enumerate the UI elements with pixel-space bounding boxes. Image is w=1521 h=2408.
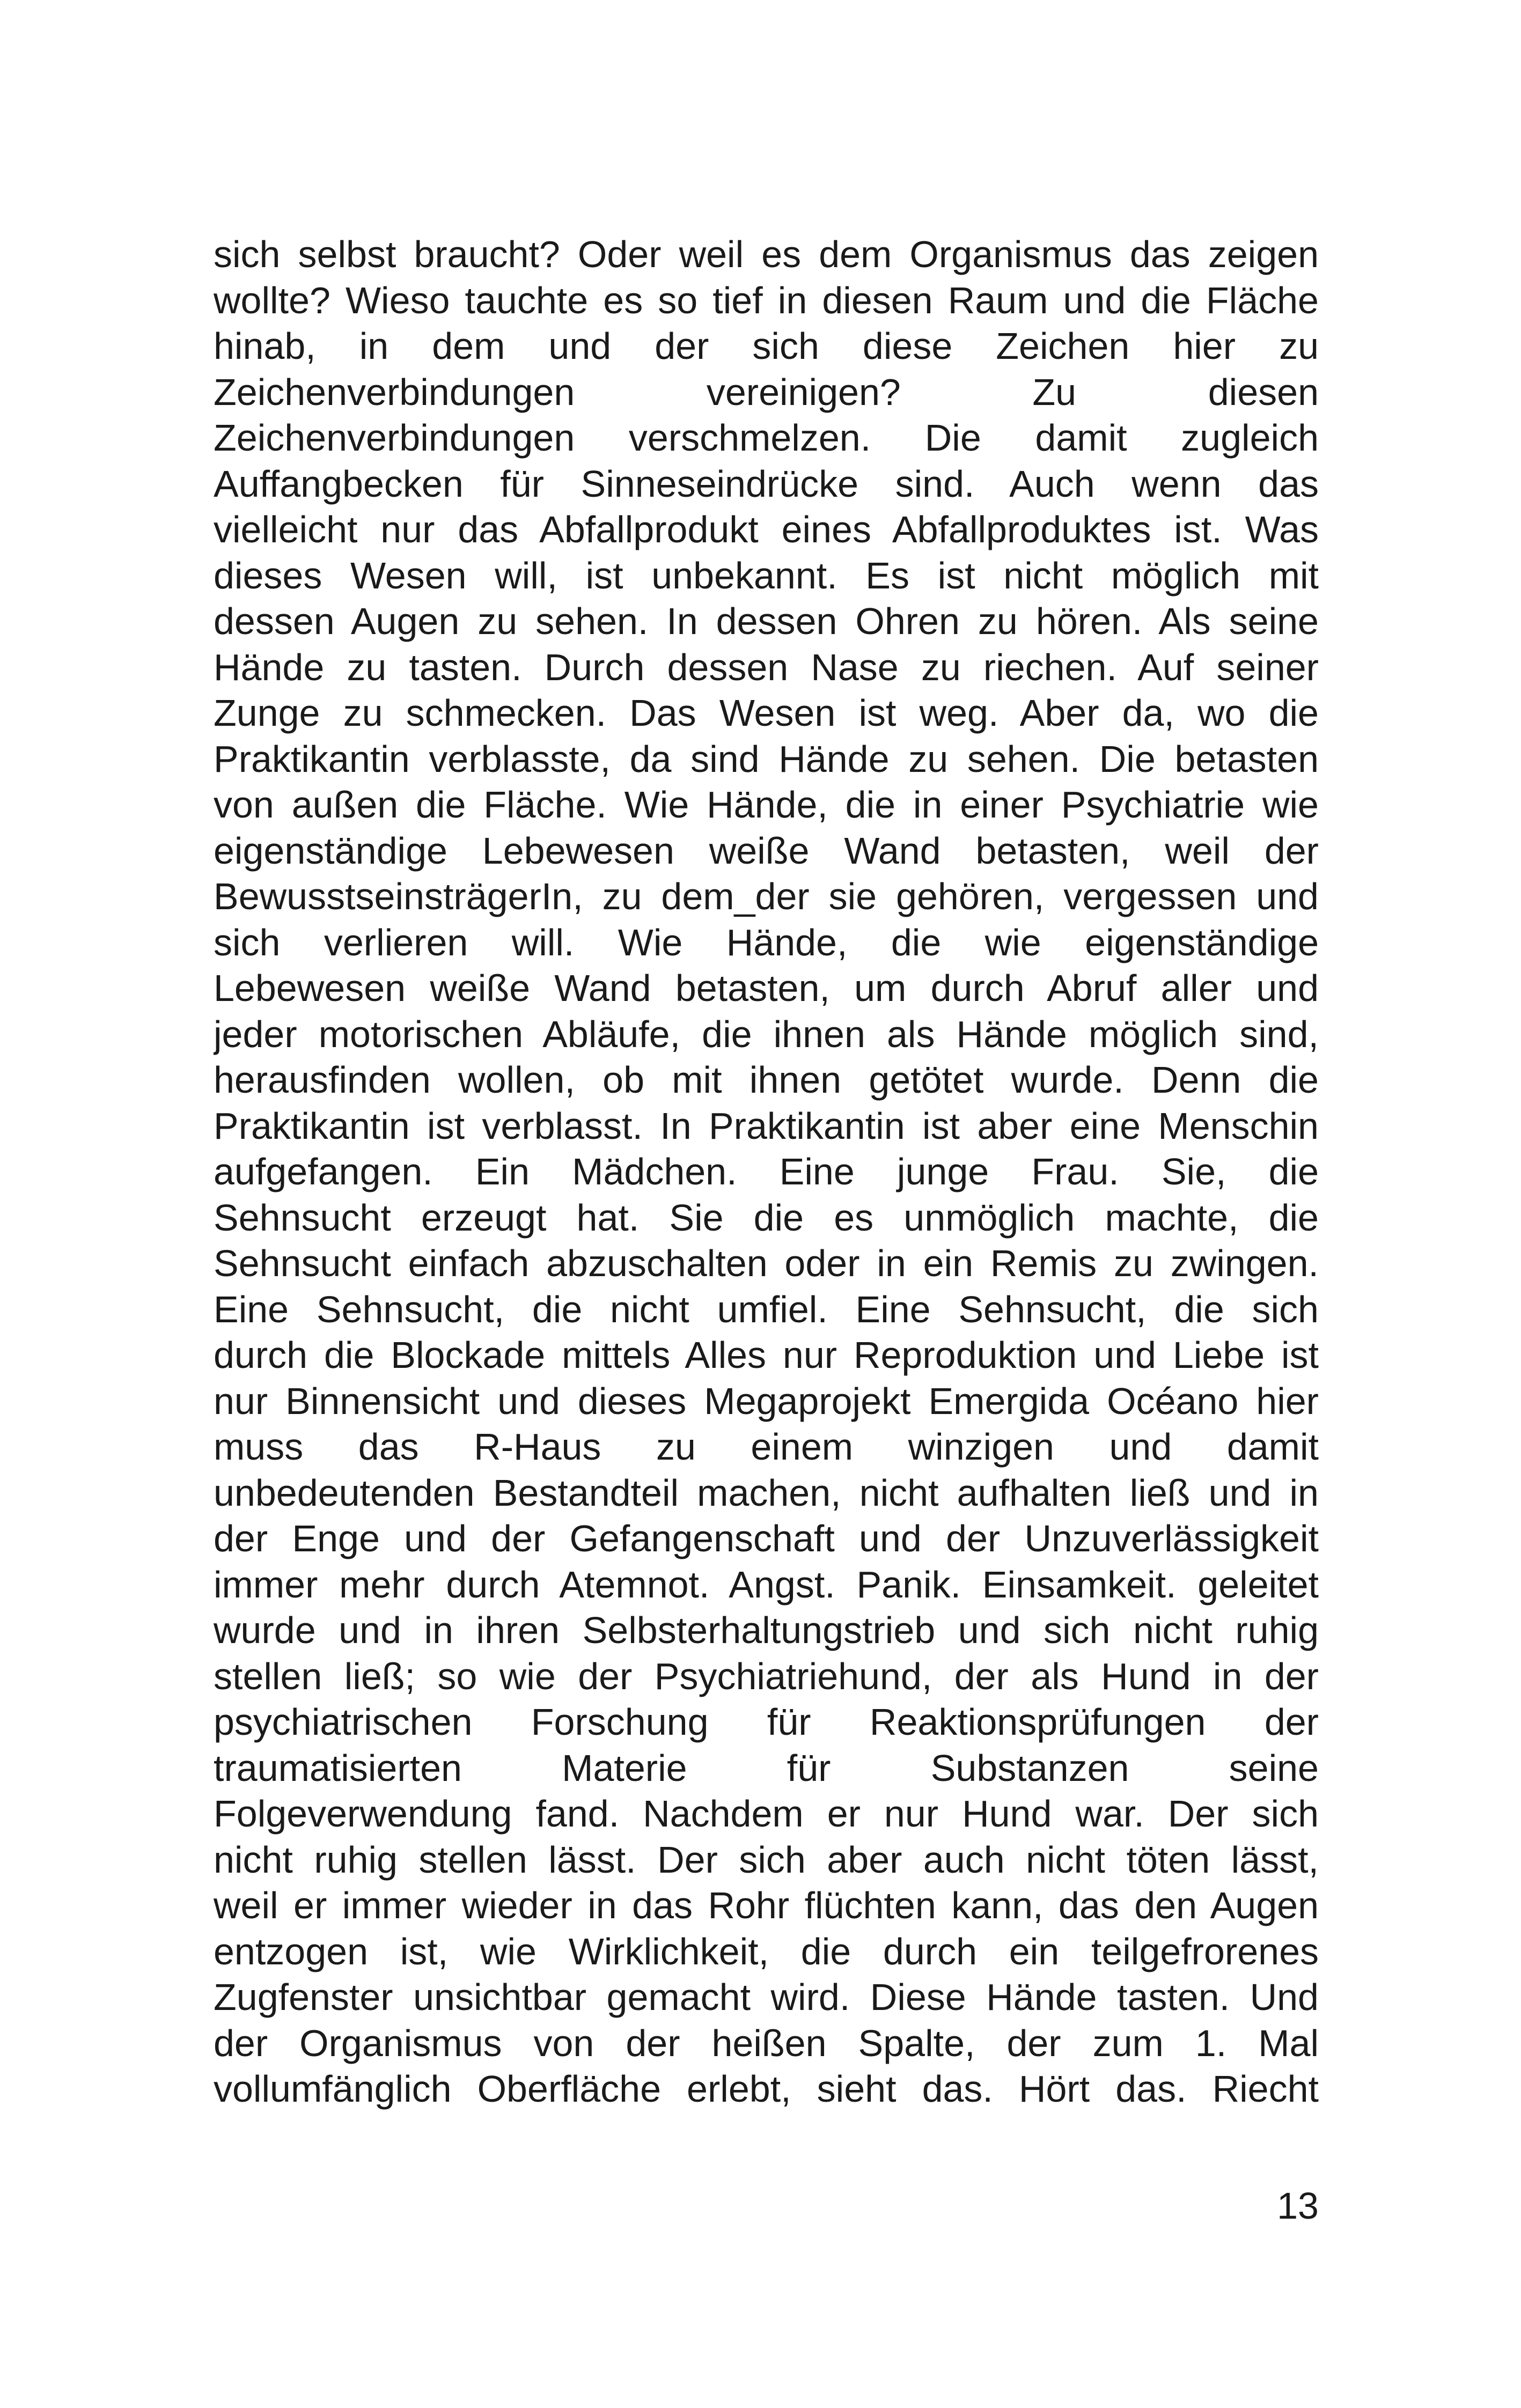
text-line: Sehnsucht einfach abzuschalten oder in ein Remis zu zwingen. [214, 1242, 1319, 1284]
text-line: traumatisierten Materie für Substanzen seine [214, 1747, 1319, 1789]
text-line: Zeichenverbindungen vereinigen? Zu diesen [214, 371, 1319, 413]
text-line: psychiatrischen Forschung für Reaktionsprüfungen der [214, 1701, 1319, 1743]
text-line: Auffangbecken für Sinneseindrücke sind. Auch wenn das [214, 462, 1319, 505]
text-line: durch die Blockade mittels Alles nur Reproduktion und Liebe ist [214, 1334, 1319, 1376]
text-line: nur Binnensicht und dieses Megaprojekt Emergida Océano hier [214, 1380, 1319, 1422]
text-line: sich selbst braucht? Oder weil es dem Organismus das zeigen [214, 233, 1319, 275]
text-line: dieses Wesen will, ist unbekannt. Es ist nicht möglich mit [214, 554, 1319, 597]
text-line: der Enge und der Gefangenschaft und der Unzuverlässigkeit [214, 1518, 1319, 1559]
body-text [214, 232, 1319, 2112]
text-line: nicht ruhig stellen lässt. Der sich aber auch nicht töten lässt, [214, 1838, 1319, 1881]
text-line: von außen die Fläche. Wie Hände, die in einer Psychiatrie wie [214, 784, 1319, 826]
text-line: aufgefangen. Ein Mädchen. Eine junge Frau. Sie, die [214, 1151, 1319, 1192]
text-line: vielleicht nur das Abfallprodukt eines Abfallproduktes ist. Was [214, 509, 1319, 550]
text-line: stellen ließ; so wie der Psychiatriehund, der als Hund in der [214, 1655, 1319, 1697]
text-line: sich verlieren will. Wie Hände, die wie eigenständige [214, 921, 1319, 963]
text-line: Zeichenverbindungen verschmelzen. Die damit zugleich [214, 417, 1319, 459]
page-number: 13 [1277, 2185, 1319, 2227]
text-line: wurde und in ihren Selbsterhaltungstrieb und sich nicht ruhig [214, 1609, 1319, 1651]
text-line: der Organismus von der heißen Spalte, der zum 1. Mal [214, 2022, 1319, 2064]
text-line: jeder motorischen Abläufe, die ihnen als Hände möglich sind, [214, 1013, 1319, 1055]
text-line: BewusstseinsträgerIn, zu dem_der sie gehören, vergessen und [214, 875, 1319, 917]
text-line: weil er immer wieder in das Rohr flüchten kann, das den Augen [214, 1884, 1319, 1926]
text-line: eigenständige Lebewesen weiße Wand betasten, weil der [214, 829, 1319, 872]
text-line: Praktikantin ist verblasst. In Praktikantin ist aber eine Menschin [214, 1104, 1319, 1147]
text-line: vollumfänglich Oberfläche erlebt, sieht das. Hört das. Riecht [214, 2068, 1319, 2110]
text-line: Lebewesen weiße Wand betasten, um durch Abruf aller und [214, 967, 1319, 1009]
text-line: herausfinden wollen, ob mit ihnen getötet wurde. Denn die [214, 1059, 1319, 1101]
text-line: immer mehr durch Atemnot. Angst. Panik. Einsamkeit. geleitet [214, 1563, 1319, 1606]
text-line: Hände zu tasten. Durch dessen Nase zu riechen. Auf seiner [214, 646, 1319, 688]
text-line: Praktikantin verblasste, da sind Hände zu sehen. Die betasten [214, 738, 1319, 780]
text-line: Eine Sehnsucht, die nicht umfiel. Eine Sehnsucht, die sich [214, 1288, 1319, 1330]
text-line: Folgeverwendung fand. Nachdem er nur Hund war. Der sich [214, 1793, 1319, 1835]
text-line: dessen Augen zu sehen. In dessen Ohren zu hören. Als seine [214, 600, 1319, 642]
text-line: Zunge zu schmecken. Das Wesen ist weg. Aber da, wo die [214, 692, 1319, 734]
text-line: muss das R-Haus zu einem winzigen und damit [214, 1426, 1319, 1468]
text-line: Sehnsucht erzeugt hat. Sie die es unmöglich machte, die [214, 1196, 1319, 1239]
text-line: entzogen ist, wie Wirklichkeit, die durch ein teilgefrorenes [214, 1930, 1319, 1972]
text-line: unbedeutenden Bestandteil machen, nicht aufhalten ließ und in [214, 1471, 1319, 1514]
text-line: wollte? Wieso tauchte es so tief in diesen Raum und die Fläche [214, 279, 1319, 321]
text-line: hinab, in dem und der sich diese Zeichen hier zu [214, 325, 1319, 367]
text-line: Zugfenster unsichtbar gemacht wird. Diese Hände tasten. Und [214, 1976, 1319, 2018]
